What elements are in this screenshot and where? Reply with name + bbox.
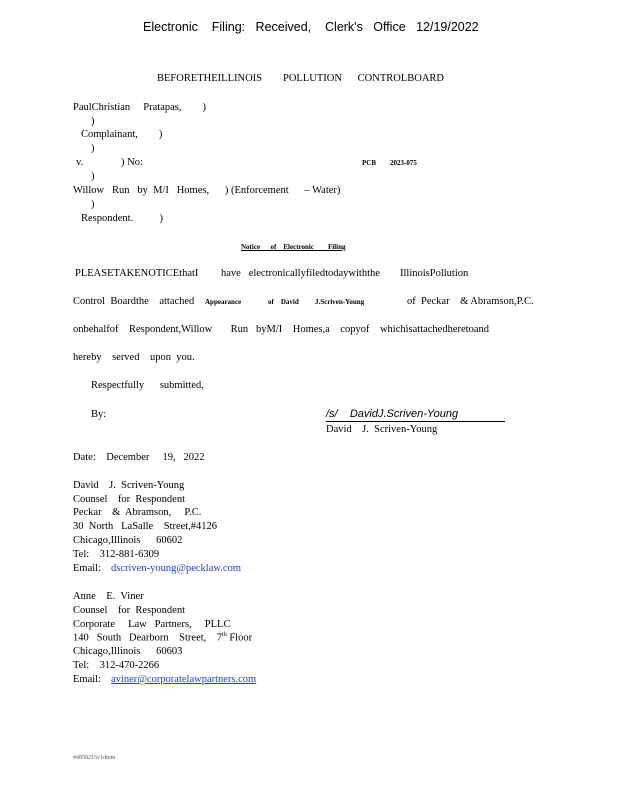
counsel2-email-link[interactable]: aviner@corporatelawpartners.com bbox=[111, 674, 257, 685]
body-line-4: hereby served upon you. bbox=[73, 352, 195, 363]
body-line-2a: Control Boardthe attached bbox=[73, 296, 195, 307]
counsel1-email-label: Email: bbox=[73, 563, 101, 574]
counsel1-tel: Tel: 312-881-6309 bbox=[73, 549, 160, 560]
e-signature: /s/ DavidJ.Scriven-Young bbox=[326, 408, 459, 420]
counsel2-role: Counsel for Respondent bbox=[73, 605, 185, 616]
caption-respondent: Willow Run by M/I Homes, ) (Enforcement – Water) bbox=[73, 185, 341, 196]
body-line-2e: of Peckar & Abramson,P.C. bbox=[407, 296, 534, 307]
signature-line bbox=[326, 421, 505, 422]
counsel2-email-label: Email: bbox=[73, 674, 101, 685]
counsel2-name: Anne E. Viner bbox=[73, 591, 144, 602]
by-label: By: bbox=[91, 409, 107, 420]
document-code: #4858215v1dmm bbox=[73, 755, 116, 761]
counsel1-name: David J. Scriven-Young bbox=[73, 480, 185, 491]
counsel1-role: Counsel for Respondent bbox=[73, 494, 185, 505]
caption-paren: ) bbox=[91, 171, 95, 182]
counsel2-tel: Tel: 312-470-2266 bbox=[73, 660, 160, 671]
counsel2-firm: Corporate Law Partners, PLLC bbox=[73, 619, 231, 630]
counsel1-city: Chicago,Illinois 60602 bbox=[73, 535, 183, 546]
caption-complainant: PaulChristian Pratapas, ) bbox=[73, 102, 206, 113]
closing: Respectfully submitted, bbox=[91, 380, 204, 391]
caption-pcb: PCB bbox=[362, 159, 376, 167]
counsel2-street-ordinal: th bbox=[222, 632, 227, 638]
caption-case-number: 2023-075 bbox=[390, 159, 417, 167]
caption-paren: ) bbox=[91, 116, 95, 127]
counsel2-city: Chicago,Illinois 60603 bbox=[73, 646, 183, 657]
body-line-2b: Appearance bbox=[205, 298, 242, 306]
body-line-2c: of David bbox=[268, 298, 299, 306]
counsel1-firm: Peckar & Abramson, P.C. bbox=[73, 507, 202, 518]
caption-complainant-role: Complainant, ) bbox=[81, 129, 163, 140]
signer-name: David J. Scriven-Young bbox=[326, 424, 438, 435]
body-line-1a: PLEASETAKENOTICEthatI bbox=[75, 268, 199, 279]
filing-header: Electronic Filing: Received, Clerk's Office 12/19/2022 bbox=[143, 20, 479, 34]
filing-date: Date: December 19, 2022 bbox=[73, 452, 205, 463]
notice-title: Notice of Electronic Filing bbox=[241, 243, 346, 251]
counsel2-street-main: 140 South Dearborn Street, 7 bbox=[73, 632, 223, 644]
counsel2-street-floor: Floor bbox=[226, 632, 253, 644]
board-title: BEFORETHEILLINOIS POLLUTION CONTROLBOARD bbox=[157, 73, 444, 84]
caption-case-no-label: ) No: bbox=[121, 157, 143, 168]
counsel1-street: 30 North LaSalle Street,#4126 bbox=[73, 521, 218, 532]
body-line-1c: IllinoisPollution bbox=[400, 268, 469, 279]
caption-respondent-role: Respondent. ) bbox=[81, 213, 163, 224]
caption-versus: v. bbox=[76, 157, 84, 168]
caption-paren: ) bbox=[91, 143, 95, 154]
caption-paren: ) bbox=[91, 199, 95, 210]
body-line-1b: have electronicallyfiledtodaywiththe bbox=[221, 268, 380, 279]
counsel1-email-link[interactable]: dscriven-young@pecklaw.com bbox=[111, 563, 241, 574]
counsel2-street bbox=[73, 632, 252, 644]
body-line-3: onbehalfof Respondent,Willow Run byM/I Homes,a copyof whichisattachedheretoand bbox=[73, 324, 489, 335]
body-line-2d: J.Scriven-Young bbox=[315, 298, 365, 306]
